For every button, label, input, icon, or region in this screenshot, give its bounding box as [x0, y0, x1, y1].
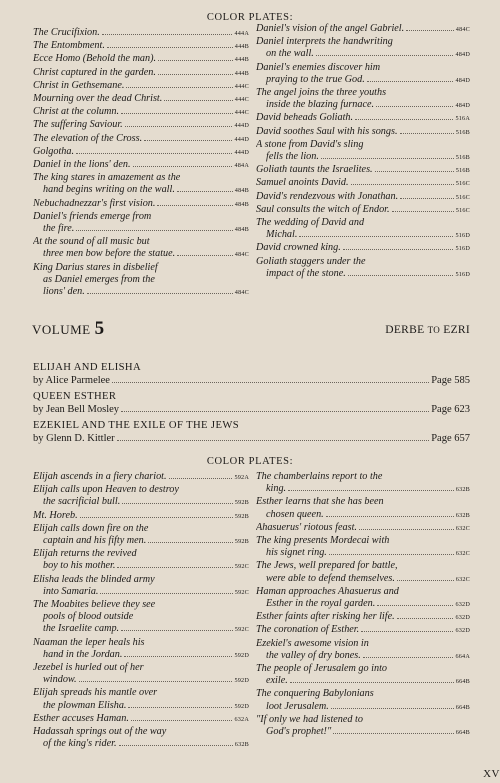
plate-caption-line: Esther faints after risking her life.	[256, 611, 395, 623]
plate-caption-line: Elijah calls down fire on the	[33, 522, 149, 534]
dot-leader	[288, 490, 454, 491]
plate-caption-line: Nebuchadnezzar's first vision.	[33, 197, 156, 209]
plate-page-number: 444C	[234, 109, 249, 117]
plate-caption-line: the sacrificial bull.	[43, 496, 121, 508]
plate-caption-line: Christ captured in the garden.	[33, 66, 156, 78]
dot-leader	[126, 87, 232, 88]
dot-leader	[333, 733, 454, 734]
plate-page-number: 444A	[234, 30, 249, 37]
plate-caption-line: Haman approaches Ahasuerus and	[256, 585, 399, 597]
plate-page-number: 516D	[455, 270, 470, 278]
story-page: Page 623	[431, 404, 470, 415]
plate-caption-line: king.	[266, 483, 287, 495]
plate-caption-line: boy to his mother.	[43, 560, 116, 572]
plate-entry	[256, 62, 470, 87]
plate-entry	[33, 471, 249, 484]
dot-leader	[164, 100, 232, 101]
story-page: Page 657	[431, 433, 470, 444]
range-to: TO	[427, 325, 441, 335]
plate-entry	[33, 93, 249, 106]
story-page: Page 585	[431, 375, 470, 386]
plate-caption-line: hand begins writing on the wall.	[43, 184, 175, 196]
story-author: by Alice Parmelee	[33, 375, 110, 386]
plate-caption-line: At the sound of all music but	[33, 236, 150, 248]
dot-leader	[124, 656, 232, 657]
dot-leader	[363, 657, 454, 658]
dot-leader	[361, 631, 453, 632]
plate-page-number: 592D	[234, 702, 249, 710]
volume-heading	[32, 318, 105, 340]
plate-page-number: 664A	[455, 652, 470, 660]
dot-leader	[355, 119, 453, 120]
dot-leader	[117, 567, 232, 568]
dot-leader	[343, 249, 454, 250]
plate-caption-line: Elijah calls upon Heaven to destroy	[33, 484, 179, 496]
plates-list-bottom-right	[256, 471, 470, 739]
story-author: by Jean Bell Mosley	[33, 404, 120, 415]
story-byline	[33, 403, 470, 416]
plate-caption-line: The Jews, well prepared for battle,	[256, 560, 398, 572]
plate-entry	[33, 211, 249, 236]
plate-page-number: 444B	[234, 43, 249, 51]
plate-page-number: 516C	[455, 180, 470, 188]
range-start: DERBE	[385, 324, 425, 336]
plate-entry	[33, 236, 249, 261]
plate-caption-line: were able to defend themselves.	[266, 572, 395, 584]
plate-caption-line: pools of blood outside	[43, 611, 134, 623]
plate-caption-line: into Samaria.	[43, 585, 99, 597]
plate-page-number: 632B	[234, 741, 249, 749]
dot-leader	[400, 198, 454, 199]
plate-entry	[256, 191, 470, 204]
plate-entry	[256, 522, 470, 535]
plate-page-number: 444D	[234, 148, 249, 156]
plate-caption-line: The angel joins the three youths	[256, 87, 387, 99]
dot-leader	[367, 81, 454, 82]
plate-caption-line: fells the lion.	[266, 151, 319, 163]
dot-leader	[348, 275, 454, 276]
plate-caption-line: Golgotha.	[33, 145, 75, 157]
plate-page-number: 592C	[234, 626, 249, 634]
plate-entry	[33, 198, 249, 211]
plate-page-number: 444D	[234, 122, 249, 130]
plate-entry	[256, 638, 470, 663]
page-marker: XV	[483, 768, 500, 780]
dot-leader	[290, 682, 454, 683]
plate-caption-line: inside the blazing furnace.	[266, 99, 375, 111]
dot-leader	[148, 542, 233, 543]
plate-page-number: 484D	[455, 76, 470, 84]
dot-leader	[144, 140, 232, 141]
plate-entry	[256, 204, 470, 217]
plate-caption-line: Goliath staggers under the	[256, 255, 366, 267]
dot-leader	[177, 255, 233, 256]
story-title: EZEKIEL AND THE EXILE OF THE JEWS	[33, 420, 240, 431]
story-title: ELIJAH AND ELISHA	[33, 362, 142, 373]
plate-entry	[33, 172, 249, 197]
plate-page-number: 484C	[455, 26, 470, 33]
plate-caption-line: Daniel's friends emerge from	[33, 210, 152, 222]
story-entry	[33, 390, 470, 416]
plate-entry	[33, 119, 249, 132]
plate-caption-line: lions' den.	[43, 286, 85, 298]
plate-entry	[33, 146, 249, 159]
plate-caption-line: the plowman Elisha.	[43, 699, 127, 711]
plate-entry	[256, 560, 470, 585]
plate-caption-line: The Moabites believe they see	[33, 599, 156, 611]
plate-page-number: 516B	[455, 128, 470, 136]
plate-caption-line: Mourning over the dead Christ.	[33, 93, 163, 105]
plate-caption-line: The Entombment.	[33, 40, 105, 52]
plates-list-top-right	[256, 23, 470, 281]
plate-page-number: 592B	[234, 538, 249, 546]
plate-caption-line: the fire.	[43, 223, 75, 235]
plate-caption-line: David crowned king.	[256, 242, 341, 254]
dot-leader	[406, 30, 454, 31]
plate-caption-line: Esther accuses Haman.	[33, 712, 129, 724]
plate-caption-line: The conquering Babylonians	[256, 688, 374, 700]
dot-leader	[400, 133, 454, 134]
plate-entry	[256, 242, 470, 255]
plate-caption-line: Saul consults the witch of Endor.	[256, 203, 390, 215]
dot-leader	[131, 720, 233, 721]
plate-caption-line: Ahasuerus' riotous feast.	[256, 521, 357, 533]
dot-leader	[376, 106, 453, 107]
plate-caption-line: The king stares in amazement as the	[33, 172, 181, 184]
plate-entry	[256, 139, 470, 164]
plate-entry	[33, 662, 249, 687]
plate-caption-line: Naaman the leper heals his	[33, 636, 145, 648]
dot-leader	[125, 126, 233, 127]
plate-caption-line: Daniel's enemies discover him	[256, 61, 381, 73]
plate-page-number: 664B	[455, 703, 470, 711]
plate-entry	[256, 663, 470, 688]
dot-leader	[157, 205, 232, 206]
plate-page-number: 516D	[455, 232, 470, 240]
plate-caption-line: exile.	[266, 675, 288, 687]
plate-page-number: 484A	[234, 162, 249, 170]
plate-entry	[33, 80, 249, 93]
plate-caption-line: the Israelite camp.	[43, 623, 120, 635]
plate-caption-line: impact of the stone.	[266, 267, 346, 279]
dot-leader	[299, 236, 453, 237]
plate-entry	[256, 688, 470, 713]
plate-page-number: 516C	[455, 206, 470, 214]
plate-entry	[33, 484, 249, 509]
plate-caption-line: Elijah ascends in a fiery chariot.	[33, 471, 167, 482]
plate-caption-line: Samuel anoints David.	[256, 177, 349, 189]
dot-leader	[102, 34, 233, 35]
plate-caption-line: Mt. Horeb.	[33, 509, 78, 521]
plate-entry	[33, 510, 249, 523]
plate-caption-line: Esther in the royal garden.	[266, 598, 376, 610]
dot-leader	[392, 211, 454, 212]
plate-caption-line: Jezebel is hurled out of her	[33, 662, 144, 674]
plate-page-number: 444D	[234, 135, 249, 143]
story-byline	[33, 432, 470, 445]
plate-caption-line: The king presents Mordecai with	[256, 535, 390, 547]
plate-entry	[256, 471, 470, 496]
plate-entry	[33, 159, 249, 172]
plate-entry	[33, 687, 249, 712]
plate-entry	[33, 67, 249, 80]
plate-caption-line: The elevation of the Cross.	[33, 132, 143, 144]
plate-entry	[33, 713, 249, 726]
plate-caption-line: Ezekiel's awesome vision in	[256, 637, 369, 649]
dot-leader	[351, 184, 454, 185]
plate-caption-line: Daniel's vision of the angel Gabriel.	[256, 23, 405, 34]
story-entry	[33, 419, 470, 445]
dot-leader	[331, 708, 454, 709]
plate-caption-line: Christ in Gethsemane.	[33, 79, 125, 91]
plate-entry	[256, 87, 470, 112]
plate-page-number: 632B	[455, 486, 470, 494]
plate-caption-line: Daniel in the lions' den.	[33, 159, 131, 171]
plate-caption-line: praying to the true God.	[266, 73, 365, 85]
dot-leader	[100, 593, 232, 594]
plate-caption-line: Michal.	[266, 229, 298, 241]
dot-leader	[377, 605, 453, 606]
color-plates-heading-bottom: COLOR PLATES:	[206, 456, 294, 467]
plate-entry	[256, 624, 470, 637]
plate-caption-line: Hadassah springs out of the way	[33, 726, 167, 738]
plate-page-number: 664B	[455, 729, 470, 737]
plate-entry	[33, 262, 249, 300]
plate-page-number: 632C	[455, 524, 470, 532]
plate-entry	[256, 36, 470, 61]
plate-entry	[33, 40, 249, 53]
plate-entry	[256, 217, 470, 242]
plate-entry	[256, 714, 470, 739]
plate-entry	[256, 112, 470, 125]
plate-page-number: 444C	[234, 96, 249, 104]
plate-caption-line: The people of Jerusalem go into	[256, 663, 387, 675]
dot-leader	[316, 55, 454, 56]
dot-leader	[121, 113, 233, 114]
plate-page-number: 444B	[234, 56, 249, 64]
plate-caption-line: on the wall.	[266, 48, 314, 60]
dot-leader	[158, 60, 233, 61]
dot-leader	[107, 47, 233, 48]
plate-page-number: 592B	[234, 512, 249, 520]
plate-page-number: 592C	[234, 563, 249, 571]
plate-entry	[33, 106, 249, 119]
plate-entry	[256, 496, 470, 521]
plate-page-number: 632C	[455, 575, 470, 583]
plate-caption-line: loot Jerusalem.	[266, 700, 329, 712]
story-entry	[33, 361, 470, 387]
plate-caption-line: Ecce Homo (Behold the man).	[33, 53, 157, 65]
dot-leader	[326, 516, 454, 517]
plate-page-number: 592D	[234, 651, 249, 659]
dot-leader	[76, 153, 232, 154]
dot-leader	[375, 171, 454, 172]
dot-leader	[169, 478, 233, 479]
dot-leader	[87, 293, 233, 294]
plate-entry	[33, 726, 249, 751]
plate-entry	[256, 611, 470, 624]
plate-page-number: 592B	[234, 499, 249, 507]
plate-entry	[256, 586, 470, 611]
plate-entry	[33, 523, 249, 548]
dot-leader	[122, 503, 233, 504]
plate-caption-line: The coronation of Esther.	[256, 624, 360, 636]
dot-leader	[79, 681, 233, 682]
range-end: EZRI	[443, 324, 470, 336]
plate-caption-line: David beheads Goliath.	[256, 112, 354, 124]
plate-caption-line: captain and his fifty men.	[43, 535, 147, 547]
plate-caption-line: the valley of dry bones.	[266, 649, 361, 661]
plate-page-number: 516D	[455, 245, 470, 253]
plate-caption-line: his signet ring.	[266, 547, 327, 559]
plate-entry	[33, 133, 249, 146]
story-title: QUEEN ESTHER	[33, 391, 117, 402]
plate-caption-line: The Crucifixion.	[33, 27, 100, 38]
dot-leader	[359, 529, 454, 530]
dot-leader	[397, 618, 454, 619]
plate-caption-line: The chamberlains report to the	[256, 471, 383, 482]
dot-leader	[119, 745, 233, 746]
plate-caption-line: Esther learns that she has been	[256, 496, 384, 508]
dot-leader	[329, 554, 454, 555]
plate-caption-line: Daniel interprets the handwriting	[256, 36, 393, 48]
plate-caption-line: Elijah spreads his mantle over	[33, 687, 158, 699]
plate-caption-line: Elisha leads the blinded army	[33, 573, 155, 585]
plate-page-number: 632C	[455, 550, 470, 558]
plate-page-number: 592C	[234, 588, 249, 596]
plate-entry	[256, 256, 470, 281]
dot-leader	[397, 580, 454, 581]
plates-list-bottom-left	[33, 471, 249, 751]
plate-page-number: 484C	[234, 251, 249, 259]
plate-page-number: 516A	[455, 115, 470, 123]
plate-caption-line: hand in the Jordan.	[43, 648, 123, 660]
plate-page-number: 592D	[234, 677, 249, 685]
plate-caption-line: Elijah returns the revived	[33, 548, 137, 560]
plate-entry	[33, 637, 249, 662]
dot-leader	[76, 230, 232, 231]
plate-page-number: 664B	[455, 678, 470, 686]
plate-caption-line: The suffering Saviour.	[33, 119, 123, 131]
plate-caption-line: The wedding of David and	[256, 217, 365, 229]
plate-page-number: 484B	[234, 187, 249, 195]
plate-caption-line: God's prophet!"	[266, 726, 332, 738]
plate-caption-line: King Darius stares in disbelief	[33, 261, 158, 273]
plate-caption-line: David's rendezvous with Jonathan.	[256, 190, 399, 202]
plate-entry	[256, 126, 470, 139]
plate-page-number: 632B	[455, 511, 470, 519]
dot-leader	[321, 158, 454, 159]
plate-entry	[256, 164, 470, 177]
plate-caption-line: three men bow before the statue.	[43, 248, 176, 260]
plates-list-top-left	[33, 27, 249, 299]
plate-caption-line: window.	[43, 674, 77, 686]
plate-page-number: 632D	[455, 601, 470, 609]
plate-caption-line: Christ at the column.	[33, 106, 120, 118]
plate-caption-line: Goliath taunts the Israelites.	[256, 164, 373, 176]
plate-page-number: 484D	[455, 102, 470, 110]
story-author: by Glenn D. Kittler	[33, 433, 115, 444]
volume-range	[385, 324, 470, 336]
plate-page-number: 632A	[234, 715, 249, 723]
plate-entry	[256, 535, 470, 560]
plate-caption-line: David soothes Saul with his songs.	[256, 125, 398, 137]
plate-page-number: 444B	[234, 69, 249, 77]
dot-leader	[121, 630, 233, 631]
plate-page-number: 632D	[455, 627, 470, 635]
plate-caption-line: A stone from David's sling	[256, 138, 364, 150]
plate-page-number: 516B	[455, 154, 470, 162]
plate-page-number: 484C	[234, 289, 249, 297]
dot-leader	[177, 191, 233, 192]
plate-entry	[33, 27, 249, 40]
plate-entry	[33, 548, 249, 573]
plate-entry	[33, 53, 249, 66]
plate-entry	[256, 23, 470, 36]
plate-caption-line: of the king's rider.	[43, 738, 117, 750]
story-byline	[33, 374, 470, 387]
dot-leader	[128, 707, 232, 708]
plate-entry	[33, 599, 249, 637]
plate-page-number: 632D	[455, 614, 470, 622]
plate-caption-line: "If only we had listened to	[256, 713, 363, 725]
plate-page-number: 484B	[234, 200, 249, 208]
plate-page-number: 484B	[234, 226, 249, 234]
dot-leader	[133, 166, 233, 167]
dot-leader	[158, 74, 233, 75]
plate-caption-line: as Daniel emerges from the	[43, 273, 155, 285]
plate-page-number: 516C	[455, 193, 470, 201]
dot-leader	[80, 517, 233, 518]
plate-entry	[33, 574, 249, 599]
plate-page-number: 592A	[234, 474, 249, 481]
volume-label: VOLUME	[32, 322, 91, 337]
plate-page-number: 516B	[455, 167, 470, 175]
color-plates-heading-top: COLOR PLATES:	[206, 12, 294, 23]
plate-page-number: 444C	[234, 82, 249, 90]
plate-caption-line: chosen queen.	[266, 508, 324, 520]
plate-page-number: 484D	[455, 51, 470, 59]
volume-number: 5	[94, 318, 105, 339]
plate-entry	[256, 177, 470, 190]
